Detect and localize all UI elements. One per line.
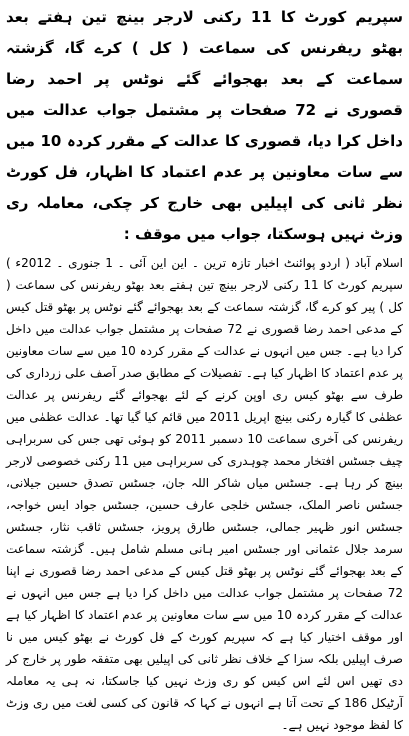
article bbox=[4, 2, 405, 732]
article-headline: سپریم کورٹ کا 11 رکنی لارجر بینچ تین ہفتے بعد بھٹو ریفرنس کی سماعت ( کل ) کرے گا، گزشتہ سماعت کے بعد بھجوائے گئے نوٹس پر احمد رضا قصوری نے 72 صفحات پر مشتمل جواب عدالت میں داخل کرا دیا، قصوری کا عدالت کے مقرر کردہ 10 میں سے سات معاونین پر عدم اعتماد کا اظہار، فل کورٹ نظر ثانی کی اپیلیں بھی خارج کر چکی، معاملہ ری وزٹ نہیں ہوسکتا، جواب میں موقف : bbox=[6, 8, 404, 243]
article-body: اسلام آباد ( اردو پوائنٹ اخبار تازہ ترین ۔ این این آئی ۔ 1 جنوری ۔ 2012ء ) سپریم کورٹ کا 11 رکنی لارجر بینچ تین ہفتے بعد بھٹو ریفرنس کی سماعت ( کل ) پیر کو کرے گا، گزشتہ سماعت کے بعد بھجوائے گئے نوٹس پر بھٹو قتل کیس کے مدعی احمد رضا قصوری نے 72 صفحات پر مشتمل جواب عدالت میں داخل کرا دیا ہے۔ جس میں انہوں نے عدالت کے مقرر کردہ 10 میں سے سات معاونین پر عدم اعتماد کا اظہار کیا ہے۔ تفصیلات کے مطابق صدر آصف علی زرداری کی طرف سے بھٹو کیس ری اوپن کرنے کے لئے بھجوائے گئے ریفرنس پر عدالت عظمٰی کا گیارہ رکنی بینچ اپریل 2011 میں قائم کیا گیا تھا۔ عدالت عظمٰی میں ریفرنس کی آخری سماعت 10 دسمبر 2011 کو ہوئی تھی جس کی سربراہی چیف جسٹس افتخار محمد چوہدری کی سربراہی میں 11 رکنی خصوصی لارجر بینچ کر رہا ہے۔ جسٹس میاں شاکر اللہ جان، جسٹس تصدق حسین جیلانی، جسٹس ناصر الملک، جسٹس خلجی عارف حسین، جسٹس جواد ایس خواجہ، جسٹس انور ظہیر جمالی، جسٹس طارق پرویز، جسٹس ثاقب نثار، جسٹس سرمد جلال عثمانی اور جسٹس امیر ہانی مسلم شامل ہیں۔ گزشتہ سماعت کے بعد بھجوائے گئے نوٹس پر بھٹو قتل کیس کے مدعی احمد رضا قصوری نے اپنا 72 صفحات پر مشتمل جواب عدالت میں داخل کرا دیا ہے جس میں انہوں نے عدالت کے مقرر کردہ 10 میں سے سات معاونین پر عدم اعتماد کا اظہار کیا ہے اور موقف اختیار کیا ہے کہ سپریم کورٹ کے فل کورٹ نے بھٹو کیس میں نا صرف اپیلیں بلکہ سزا کے خلاف نظر ثانی کی اپیلیں بھی متفقہ طور پر خارج کر دی تھیں اس لئے اس کیس کو ری وزٹ نہیں کیا جاسکتا، نہ ہی یہ معاملہ آرٹیکل 186 کے تحت آتا ہے انہوں نے کہا کہ قانون کی کسی لغت میں ری وزٹ کا لفظ موجود نہیں ہے۔ bbox=[6, 256, 403, 732]
